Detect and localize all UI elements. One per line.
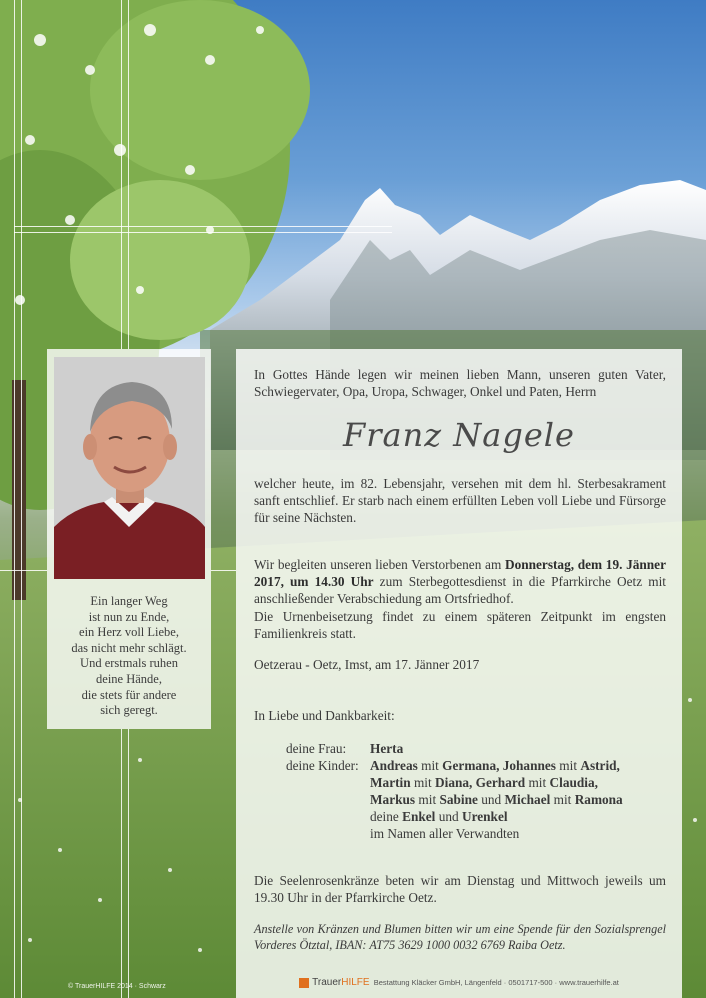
funeral-date: Donnerstag, dem 19. Jänner 2017, um 14.30 Uhr <box>254 557 666 590</box>
rosary-text: Die Seelenrosenkränze beten wir am Dienstag und Mittwoch jeweils um 19.30 Uhr in der Pfarrkirche Oetz. <box>254 873 666 906</box>
family-member-name: Enkel <box>402 809 436 824</box>
portrait-card <box>47 349 211 729</box>
family-connector: und <box>435 809 462 824</box>
closing-text: In Liebe und Dankbarkeit: <box>254 708 395 723</box>
grandchildren-line <box>370 808 508 825</box>
poem-line: sich geregt. <box>100 703 158 718</box>
family-member-name: Sabine <box>439 792 478 807</box>
family-member-name: Astrid, <box>580 758 620 773</box>
family-member-name: Markus <box>370 792 416 807</box>
family-member-name: Michael <box>504 792 551 807</box>
decorative-line <box>14 232 392 233</box>
family-member-name: Martin <box>370 775 411 790</box>
brand-part-a: Trauer <box>312 977 342 988</box>
poem-line: ist nun zu Ende, <box>88 609 170 624</box>
children-line <box>370 757 620 774</box>
poem-line: das nicht mehr schlägt. <box>71 640 187 655</box>
family-connector: deine <box>370 809 403 824</box>
copyright-note: © TrauerHILFE 2014 · Schwarz <box>68 983 166 990</box>
family-connector: und <box>477 792 505 807</box>
family-member-name: Urenkel <box>461 809 508 824</box>
poem <box>47 594 211 719</box>
funeral-text <box>254 556 666 642</box>
poem-line: die stets für andere <box>81 687 177 702</box>
family-member-name: Andreas <box>370 758 418 773</box>
wife-label: deine Frau: <box>286 741 347 756</box>
funeral-text-c: zum Sterbegottesdienst in die Pfarrkirche Oetz mit anschließender Verabschiedung am Ortsfriedhof. <box>254 574 666 607</box>
decorative-line <box>14 0 15 998</box>
family-connector: im Namen aller Verwandten <box>370 826 520 841</box>
obituary-panel <box>236 349 682 998</box>
donation-text: Anstelle von Kränzen und Blumen bitten wir um eine Spende für den Sozialsprengel Vorderes Ötztal, IBAN: AT75 3629 1000 0032 6769 Raiba Oetz. <box>254 922 666 952</box>
portrait-photo <box>54 357 205 579</box>
family-member-name: Ramona <box>574 792 623 807</box>
family-connector: mit <box>417 758 443 773</box>
decorative-line <box>121 0 122 349</box>
family-connector: mit <box>550 792 575 807</box>
family-connector: mit <box>410 775 436 790</box>
decorative-line <box>121 729 122 998</box>
poem-line: ein Herz voll Liebe, <box>79 625 179 640</box>
footer-details: Bestattung Kläcker GmbH, Längenfeld · 0501717-500 · www.trauerhilfe.at <box>373 978 619 987</box>
poem-line: deine Hände, <box>96 671 162 686</box>
family-children-row <box>286 757 370 774</box>
family-member-name: Diana, Gerhard <box>435 775 526 790</box>
decorative-line <box>14 226 392 227</box>
brand-name <box>312 977 369 988</box>
relatives-line <box>370 825 519 842</box>
poem-line: Ein langer Weg <box>90 594 168 608</box>
family-connector: mit <box>525 775 550 790</box>
life-text: welcher heute, im 82. Lebensjahr, versehen mit dem hl. Sterbesakrament sanft entschlief. Er starb nach einem erfüllten Leben voll Liebe und Fürsorge für seine Nächsten. <box>254 476 666 526</box>
decorative-line <box>0 570 47 571</box>
trauerhilfe-logo-icon <box>299 978 309 988</box>
family-connector: mit <box>555 758 581 773</box>
children-line <box>370 791 623 808</box>
funeral-text-d: Die Urnenbeisetzung findet zu einem späteren Zeitpunkt im engsten Familienkreis statt. <box>254 608 666 641</box>
intro-text: In Gottes Hände legen wir meinen lieben Mann, unseren guten Vater, Schwiegervater, Opa, Uropa, Schwager, Onkel und Paten, Herrn <box>254 367 666 400</box>
decorative-line <box>128 0 129 349</box>
decorative-line <box>128 729 129 998</box>
funeral-text-a: Wir begleiten unseren lieben Verstorbenen am <box>254 557 505 572</box>
decorative-line <box>211 570 236 571</box>
children-label: deine Kinder: <box>286 758 359 773</box>
place-date: Oetzerau - Oetz, Imst, am 17. Jänner 2017 <box>254 657 480 672</box>
poem-line: Und erstmals ruhen <box>80 656 178 671</box>
decorative-line <box>21 0 22 998</box>
funeral-home-footer <box>236 977 682 988</box>
family-member-name: Claudia, <box>549 775 598 790</box>
family-member-name: Germana, Johannes <box>442 758 556 773</box>
deceased-name: Franz Nagele <box>343 416 575 454</box>
wife-name: Herta <box>370 741 404 756</box>
children-line <box>370 774 598 791</box>
portrait-image <box>54 357 205 579</box>
family-connector: mit <box>415 792 440 807</box>
family-wife-row <box>286 740 403 757</box>
brand-part-b: HILFE <box>341 977 370 988</box>
